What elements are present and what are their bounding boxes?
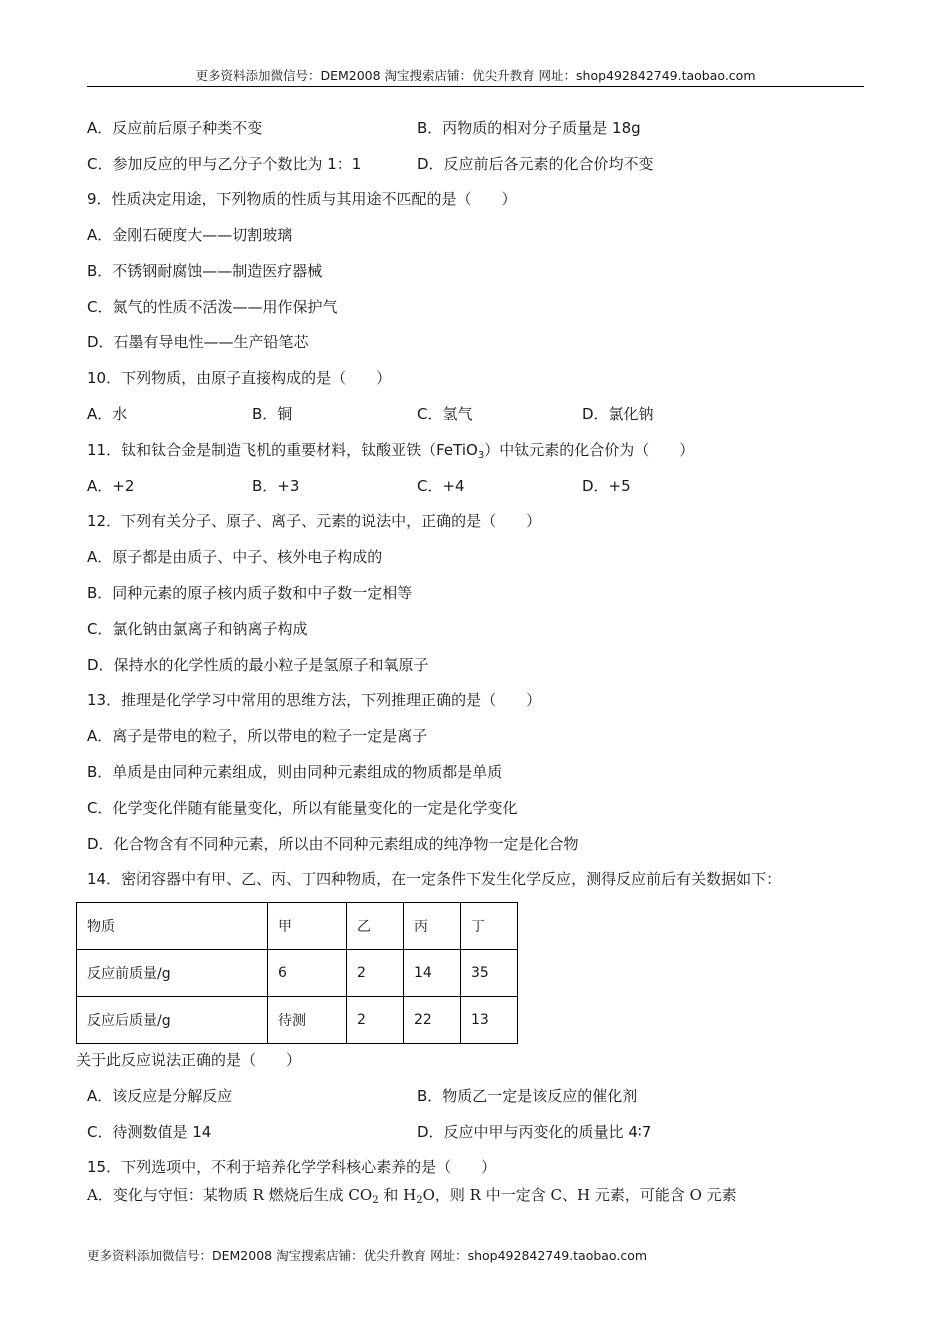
q10-option-c: C．氢气 <box>417 405 473 423</box>
page-header: 更多资料添加微信号：DEM2008 淘宝搜索店铺：优尖升教育 网址：shop492842749.taobao.com <box>195 68 756 83</box>
q14-option-c: C．待测数值是 14 <box>87 1123 212 1141</box>
table-cell: 13 <box>461 997 518 1044</box>
table-cell: 2 <box>347 950 404 997</box>
page-footer: 更多资料添加微信号：DEM2008 淘宝搜索店铺：优尖升教育 网址：shop492842749.taobao.com <box>87 1248 648 1263</box>
q8-option-b: B．丙物质的相对分子质量是 18g <box>417 119 641 137</box>
q12-option-d: D．保持水的化学性质的最小粒子是氢原子和氧原子 <box>87 656 429 674</box>
q9-stem: 9．性质决定用途，下列物质的性质与其用途不匹配的是（ ） <box>87 190 517 208</box>
q14-data-table <box>76 902 518 1044</box>
table-cell: 14 <box>404 950 461 997</box>
table-cell: 待测 <box>268 997 347 1044</box>
table-header-row <box>77 903 518 950</box>
q14-option-b: B．物质乙一定是该反应的催化剂 <box>417 1087 638 1105</box>
q12-option-b: B．同种元素的原子核内质子数和中子数一定相等 <box>87 584 413 602</box>
q11-option-c: C．+4 <box>417 477 465 495</box>
q13-option-a: A．离子是带电的粒子，所以带电的粒子一定是离子 <box>87 727 428 745</box>
q11-stem-tail: ）中钛元素的化合价为（ ） <box>484 441 695 459</box>
q9-option-a: A．金刚石硬度大——切割玻璃 <box>87 226 293 244</box>
table-row <box>77 950 518 997</box>
q14-stem: 14．密闭容器中有甲、乙、丙、丁四种物质，在一定条件下发生化学反应，测得反应前后有关数据如下： <box>87 870 782 888</box>
q15-option-a <box>87 1185 737 1211</box>
table-cell: 6 <box>268 950 347 997</box>
q11-stem <box>87 440 694 466</box>
q10-option-d: D．氯化钠 <box>582 405 654 423</box>
table-header-cell: 丙 <box>404 903 461 950</box>
table-cell: 35 <box>461 950 518 997</box>
q11-option-d: D．+5 <box>582 477 631 495</box>
q9-option-c: C．氮气的性质不活泼——用作保护气 <box>87 298 338 316</box>
q9-option-b: B．不锈钢耐腐蚀——制造医疗器械 <box>87 262 323 280</box>
q11-option-b: B．+3 <box>252 477 300 495</box>
table-cell: 22 <box>404 997 461 1044</box>
q8-option-a: A．反应前后原子种类不变 <box>87 119 263 137</box>
q10-stem: 10．下列物质，由原子直接构成的是（ ） <box>87 369 392 387</box>
q13-option-c: C．化学变化伴随有能量变化，所以有能量变化的一定是化学变化 <box>87 799 518 817</box>
q12-option-c: C．氯化钠由氯离子和钠离子构成 <box>87 620 308 638</box>
table-cell: 2 <box>347 997 404 1044</box>
q15-option-a-mid: 和 H <box>378 1186 417 1204</box>
q9-option-d: D．石墨有导电性——生产铅笔芯 <box>87 333 309 351</box>
q15-option-a-text: A．变化与守恒：某物质 R 燃烧后生成 CO <box>87 1186 373 1204</box>
table-cell: 反应前质量/g <box>77 950 268 997</box>
q11-option-a: A．+2 <box>87 477 135 495</box>
q11-subscript: 3 <box>477 450 485 461</box>
q13-option-b: B．单质是由同种元素组成，则由同种元素组成的物质都是单质 <box>87 763 503 781</box>
q15-option-a-tail: O，则 R 中一定含 C、H 元素，可能含 O 元素 <box>422 1186 737 1204</box>
q8-option-d: D．反应前后各元素的化合价均不变 <box>417 155 654 173</box>
q15-subscript-co2: 2 <box>372 1195 379 1206</box>
q12-stem: 12．下列有关分子、原子、离子、元素的说法中，正确的是（ ） <box>87 512 542 530</box>
table-row <box>77 997 518 1044</box>
table-header-cell: 乙 <box>347 903 404 950</box>
q14-follow-up: 关于此反应说法正确的是（ ） <box>76 1051 302 1069</box>
q10-option-b: B．铜 <box>252 405 293 423</box>
q13-stem: 13．推理是化学学习中常用的思维方法，下列推理正确的是（ ） <box>87 691 542 709</box>
q14-option-d: D．反应中甲与丙变化的质量比 4∶7 <box>417 1123 652 1141</box>
q10-option-a: A．水 <box>87 405 128 423</box>
table-header-cell: 物质 <box>77 903 268 950</box>
q15-stem: 15．下列选项中，不利于培养化学学科核心素养的是（ ） <box>87 1158 497 1176</box>
q8-option-c: C．参加反应的甲与乙分子个数比为 1：1 <box>87 155 362 173</box>
q13-option-d: D．化合物含有不同种元素，所以由不同种元素组成的纯净物一定是化合物 <box>87 835 579 853</box>
table-cell: 反应后质量/g <box>77 997 268 1044</box>
q12-option-a: A．原子都是由质子、中子、核外电子构成的 <box>87 548 383 566</box>
q15-subscript-h2o: 2 <box>416 1195 423 1206</box>
q11-stem-text: 11．钛和钛合金是制造飞机的重要材料，钛酸亚铁（FeTiO <box>87 441 478 459</box>
q14-option-a: A．该反应是分解反应 <box>87 1087 233 1105</box>
table-header-cell: 甲 <box>268 903 347 950</box>
header-divider <box>87 86 864 87</box>
table-header-cell: 丁 <box>461 903 518 950</box>
